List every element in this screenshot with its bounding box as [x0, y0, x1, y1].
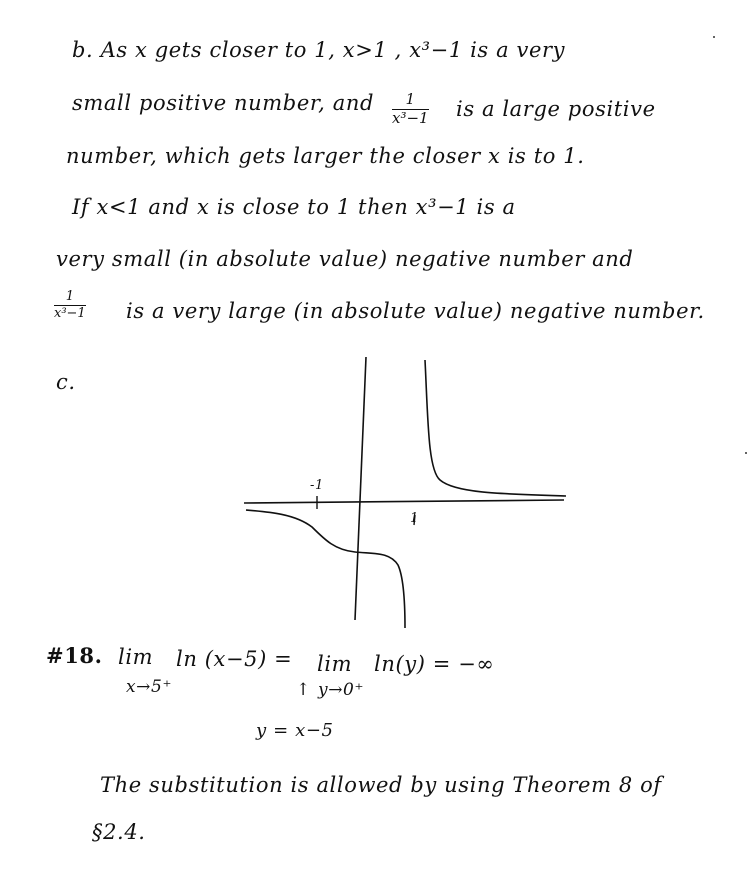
part-b-line-6: is a very large (in absolute value) negative number. [126, 299, 705, 323]
note-line-1: The substitution is allowed by using Theorem 8 of [100, 773, 662, 797]
tick-label-1: 1 [410, 511, 419, 526]
stray-mark [745, 452, 747, 454]
fraction-2-denominator: x³−1 [54, 305, 86, 321]
fraction-1-numerator: 1 [405, 90, 416, 108]
expression-right: ln(y) = −∞ [374, 652, 495, 676]
tick-label-neg1: -1 [310, 478, 324, 493]
stray-mark [713, 36, 715, 38]
note-line-2: §2.4. [92, 820, 146, 844]
substitution-arrow: ↑ [296, 680, 311, 700]
limit-subscript-right: y→0⁺ [318, 680, 365, 700]
y-axis [355, 357, 366, 620]
problem-18-number: #18. [46, 643, 103, 668]
curve-right-branch [425, 360, 566, 496]
part-b-line-3: number, which gets larger the closer x is to 1. [66, 144, 585, 168]
part-b-line-1: b. As x gets closer to 1, x>1 , x³−1 is a very [72, 38, 566, 62]
expression-left: ln (x−5) = [176, 647, 293, 671]
lim-left: lim [118, 645, 154, 669]
part-b-line-4: If x<1 and x is close to 1 then x³−1 is a [72, 195, 516, 219]
x-axis [244, 500, 564, 503]
curve-left-branch [246, 510, 405, 628]
substitution-definition: y = x−5 [256, 720, 334, 741]
part-c-label: c. [56, 370, 76, 394]
lim-right: lim [317, 652, 353, 676]
part-b-line-2b: is a large positive [456, 97, 656, 121]
fraction-2-numerator: 1 [65, 289, 74, 304]
part-b-line-5: very small (in absolute value) negative number and [56, 247, 634, 271]
limit-subscript-left: x→5⁺ [126, 677, 173, 697]
part-b-line-2a: small positive number, and [72, 91, 375, 115]
fraction-1-denominator: x³−1 [392, 108, 429, 127]
